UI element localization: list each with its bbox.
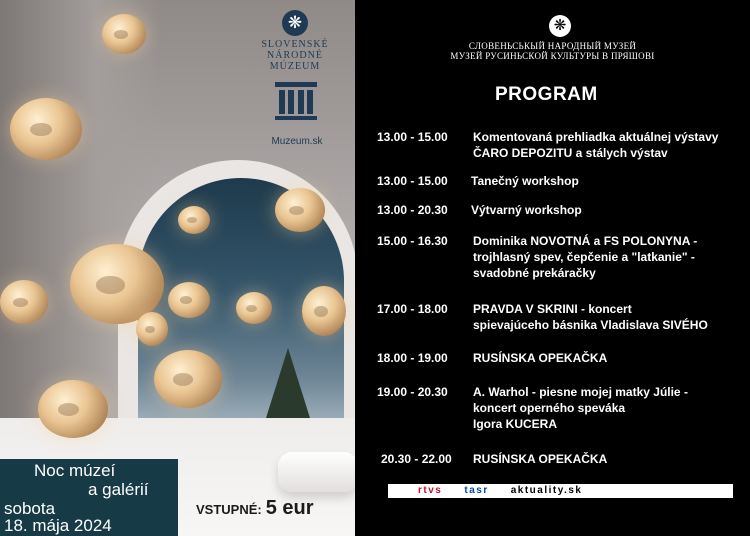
program-item-description	[473, 129, 748, 161]
snm-logo-line: MÚZEUM	[269, 61, 321, 72]
program-panel	[355, 0, 750, 536]
program-item-line: Výtvarný workshop	[471, 203, 582, 217]
program-item-line: spievajúceho básnika Vladislava SIVÉHO	[473, 318, 708, 332]
program-item-line: Tanečný workshop	[471, 174, 579, 188]
moon-decoration	[302, 286, 346, 336]
event-title-line: a galérií	[88, 480, 149, 499]
event-day: sobota	[4, 499, 56, 518]
museum-subname: МУЗЕЙ РУСИНЬСКОЙ КУЛЬТУРЫ В ПРЯШОВІ	[450, 51, 655, 61]
program-item-time: 15.00 - 16.30	[377, 234, 448, 248]
museum-building-icon	[275, 82, 317, 122]
poster-step	[278, 452, 355, 492]
program-item-line: Komentovaná prehliadka aktuálnej výstavy	[473, 130, 719, 144]
sponsor-logo: aktuality.sk	[510, 485, 583, 496]
program-item-description	[471, 173, 746, 189]
moon-decoration	[102, 14, 146, 54]
flower-emblem-icon: ❋	[549, 15, 571, 37]
moon-decoration	[168, 282, 210, 318]
program-item-line: trojhlasný spev, čepčenie a "latkanie" -	[473, 250, 695, 264]
event-poster	[0, 0, 355, 536]
program-item-line: RUSÍNSKA OPEKAČKA	[473, 351, 608, 365]
snm-logo-line: SLOVENSKÉ	[261, 39, 329, 50]
sponsor-logo: tasr	[464, 485, 489, 496]
program-item-time: 17.00 - 18.00	[377, 302, 448, 316]
moon-decoration	[10, 98, 82, 160]
program-item-description	[473, 350, 748, 366]
program-item-description	[473, 384, 748, 432]
moon-decoration	[136, 312, 168, 346]
moon-decoration	[0, 280, 48, 324]
program-item-time: 13.00 - 15.00	[377, 174, 448, 188]
program-item-line: PRAVDA V SKRINI - koncert	[473, 302, 632, 316]
program-item-time: 20.30 - 22.00	[381, 452, 452, 466]
program-item-line: Igora KUCERA	[473, 417, 558, 431]
program-item-description	[473, 301, 748, 333]
snm-logo-line: NÁRODNÉ	[267, 50, 323, 61]
program-item-line: Dominika NOVOTNÁ a FS POLONYNA -	[473, 234, 698, 248]
program-item-time: 19.00 - 20.30	[377, 385, 448, 399]
entry-fee-price: 5 eur	[265, 497, 314, 519]
snm-logo-text	[260, 39, 330, 72]
program-item-description	[473, 233, 748, 281]
event-date: 18. mája 2024	[4, 516, 112, 535]
snm-logo	[260, 10, 330, 72]
program-item-line: svadobné prekáračky	[473, 266, 596, 280]
program-item-time: 18.00 - 19.00	[377, 351, 448, 365]
program-item-line: ČARO DEPOZITU a stálych výstav	[473, 146, 668, 160]
program-title: PROGRAM	[495, 84, 598, 105]
program-item-time: 13.00 - 20.30	[377, 203, 448, 217]
moon-decoration	[178, 206, 210, 234]
moon-decoration	[236, 292, 272, 324]
sponsor-logo: rtvs	[418, 485, 443, 496]
program-item-line: RUSÍNSKA OPEKAČKA	[473, 452, 608, 466]
museum-website: Muzeum.sk	[271, 136, 323, 147]
program-item-time: 13.00 - 15.00	[377, 130, 448, 144]
event-title-line: Noc múzeí	[34, 461, 116, 480]
sponsor-bar	[388, 484, 733, 498]
program-item-description	[473, 451, 748, 467]
moon-decoration	[38, 380, 108, 438]
flower-emblem-icon: ❋	[282, 10, 308, 36]
event-title-box	[0, 459, 178, 536]
entry-fee	[196, 497, 314, 520]
poster-tree	[266, 348, 310, 418]
entry-fee-label: VSTUPNÉ:	[196, 502, 262, 517]
moon-decoration	[275, 188, 325, 232]
museum-name: СЛОВЕНЬСЬКЫЙ НАРОДНЫЙ МУЗЕЙ	[468, 41, 637, 51]
moon-decoration	[154, 350, 222, 408]
program-item-description	[471, 202, 746, 218]
program-item-line: A. Warhol - piesne mojej matky Júlie -	[473, 385, 688, 399]
program-item-line: koncert operného speváka	[473, 401, 626, 415]
